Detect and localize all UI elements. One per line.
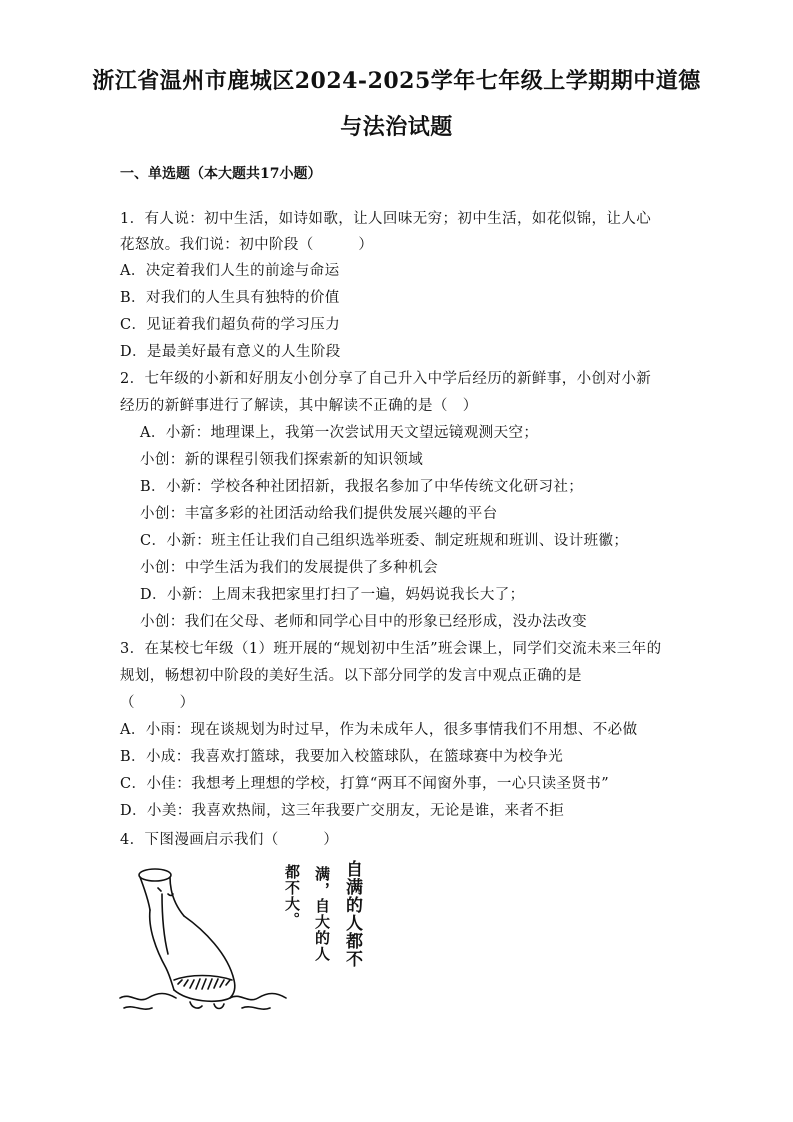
handwriting-column-3: 都不大。 <box>283 864 301 928</box>
q3-stem-line2: 规划，畅想初中阶段的美好生活。以下部分同学的发言中观点正确的是 <box>120 668 582 684</box>
q2-stem-line1: 2．七年级的小新和好朋友小创分享了自己升入中学后经历的新鲜事，小创对小新 <box>120 371 652 387</box>
handwriting-column-2: 满，自大的人 <box>313 866 331 962</box>
exam-title-line2: 与法治试题 <box>340 114 453 140</box>
exam-title-line1: 浙江省温州市鹿城区2024-2025学年七年级上学期期中道德 <box>92 68 701 94</box>
q3-stem-line1: 3．在某校七年级（1）班开展的“规划初中生活”班会课上，同学们交流未来三年的 <box>120 641 662 657</box>
q2-option-c-xiaoxin: C．小新：班主任让我们自己组织选举班委、制定班规和班训、设计班徽； <box>140 533 629 549</box>
q1-option-d: D．是最美好最有意义的人生阶段 <box>120 344 341 360</box>
q1-stem-line2: 花怒放。我们说：初中阶段（ ） <box>120 237 374 253</box>
comic-handwritten-caption <box>272 856 372 976</box>
q3-stem-line3: （ ） <box>120 695 195 711</box>
q1-option-a: A．决定着我们人生的前途与命运 <box>120 263 340 279</box>
q2-option-c-xiaochuang: 小创：中学生活为我们的发展提供了多种机会 <box>140 560 438 576</box>
q2-option-b-xiaochuang: 小创：丰富多彩的社团活动给我们提供发展兴趣的平台 <box>140 506 498 522</box>
q3-option-c: C．小佳：我想考上理想的学校，打算“两耳不闻窗外事，一心只读圣贤书” <box>120 776 610 792</box>
q2-option-d-xiaochuang: 小创：我们在父母、老师和同学心目中的形象已经形成，没办法改变 <box>140 614 587 630</box>
section-heading: 一、单选题（本大题共17小题） <box>120 166 322 182</box>
q1-stem-line1: 1．有人说：初中生活，如诗如歌，让人回味无穷；初中生活，如花似锦，让人心 <box>120 211 652 227</box>
q1-option-c: C．见证着我们超负荷的学习压力 <box>120 317 341 333</box>
q2-option-b-xiaoxin: B．小新：学校各种社团招新，我报名参加了中华传统文化研习社； <box>140 479 584 495</box>
q2-option-d-xiaoxin: D．小新：上周末我把家里打扫了一遍，妈妈说我长大了； <box>140 587 525 603</box>
q4-stem: 4．下图漫画启示我们（ ） <box>120 832 339 848</box>
q3-option-d: D．小美：我喜欢热闹，这三年我要广交朋友，无论是谁，来者不拒 <box>120 803 565 819</box>
q2-option-a-xiaochuang: 小创：新的课程引领我们探索新的知识领域 <box>140 452 424 468</box>
q3-option-b: B．小成：我喜欢打篮球，我要加入校篮球队，在篮球赛中为校争光 <box>120 749 564 765</box>
q3-option-a: A．小雨：现在谈规划为时过早，作为未成年人，很多事情我们不用想、不必做 <box>120 722 638 738</box>
q2-stem-line2: 经历的新鲜事进行了解读，其中解读不正确的是（ ） <box>120 398 478 414</box>
q2-option-a-xiaoxin: A．小新：地理课上，我第一次尝试用天文望远镜观测天空； <box>140 425 539 441</box>
handwriting-column-1: 自满的人都不 <box>342 860 362 968</box>
q1-option-b: B．对我们的人生具有独特的价值 <box>120 290 340 306</box>
